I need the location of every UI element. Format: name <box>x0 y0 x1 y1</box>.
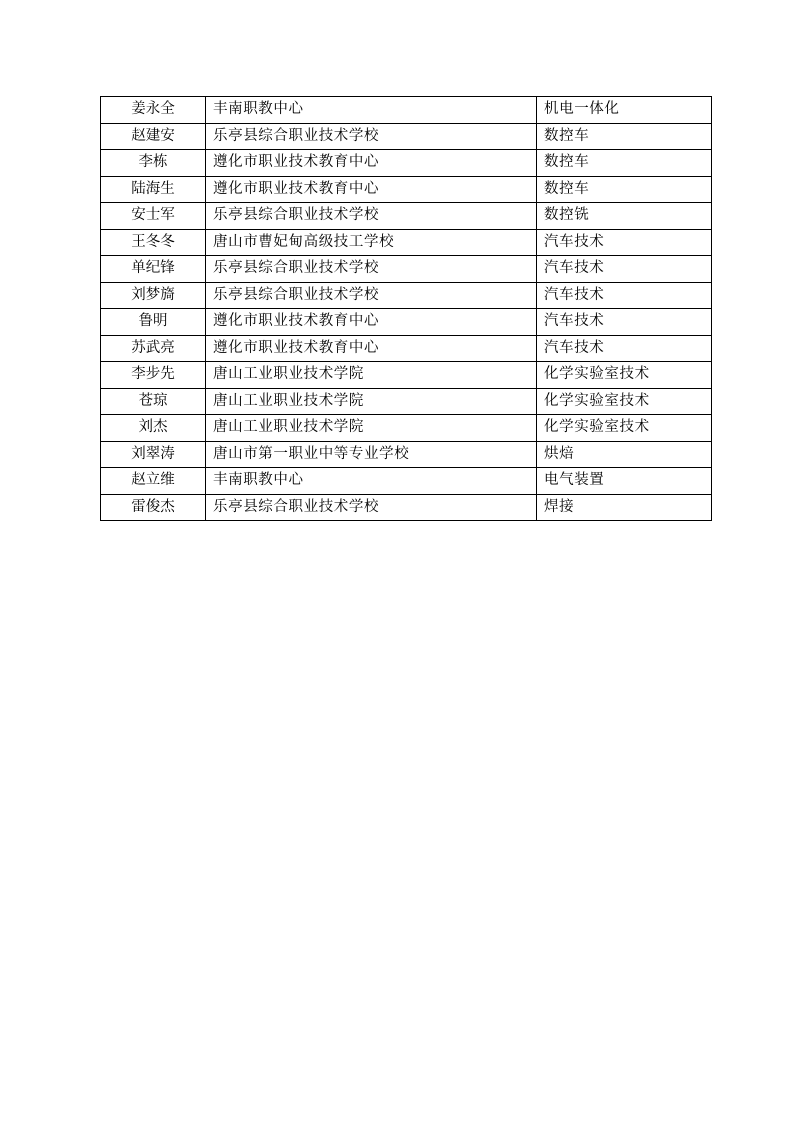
major-cell: 数控车 <box>537 150 712 177</box>
major-cell: 电气装置 <box>537 468 712 495</box>
table-row <box>101 415 712 442</box>
school-cell: 丰南职教中心 <box>206 468 537 495</box>
name-cell: 李栋 <box>101 150 206 177</box>
name-cell: 安士军 <box>101 203 206 230</box>
name-cell: 赵立维 <box>101 468 206 495</box>
school-cell: 乐亭县综合职业技术学校 <box>206 203 537 230</box>
major-cell: 数控车 <box>537 176 712 203</box>
major-cell: 烘焙 <box>537 441 712 468</box>
major-cell: 汽车技术 <box>537 309 712 336</box>
school-cell: 乐亭县综合职业技术学校 <box>206 494 537 521</box>
major-cell: 数控车 <box>537 123 712 150</box>
school-cell: 遵化市职业技术教育中心 <box>206 150 537 177</box>
name-cell: 刘梦旖 <box>101 282 206 309</box>
major-cell: 焊接 <box>537 494 712 521</box>
roster-table <box>100 96 712 521</box>
table-row <box>101 203 712 230</box>
table-row <box>101 335 712 362</box>
school-cell: 遵化市职业技术教育中心 <box>206 335 537 362</box>
major-cell: 化学实验室技术 <box>537 415 712 442</box>
school-cell: 唐山工业职业技术学院 <box>206 415 537 442</box>
table-row <box>101 494 712 521</box>
roster-body <box>101 97 712 521</box>
name-cell: 单纪锋 <box>101 256 206 283</box>
major-cell: 汽车技术 <box>537 335 712 362</box>
table-row <box>101 256 712 283</box>
name-cell: 陆海生 <box>101 176 206 203</box>
name-cell: 赵建安 <box>101 123 206 150</box>
major-cell: 汽车技术 <box>537 282 712 309</box>
name-cell: 王冬冬 <box>101 229 206 256</box>
major-cell: 化学实验室技术 <box>537 388 712 415</box>
name-cell: 刘翠涛 <box>101 441 206 468</box>
school-cell: 唐山工业职业技术学院 <box>206 362 537 389</box>
name-cell: 刘杰 <box>101 415 206 442</box>
school-cell: 遵化市职业技术教育中心 <box>206 176 537 203</box>
major-cell: 数控铣 <box>537 203 712 230</box>
school-cell: 丰南职教中心 <box>206 97 537 124</box>
table-row <box>101 362 712 389</box>
school-cell: 唐山工业职业技术学院 <box>206 388 537 415</box>
table-row <box>101 229 712 256</box>
school-cell: 唐山市第一职业中等专业学校 <box>206 441 537 468</box>
major-cell: 汽车技术 <box>537 256 712 283</box>
name-cell: 苏武亮 <box>101 335 206 362</box>
school-cell: 唐山市曹妃甸高级技工学校 <box>206 229 537 256</box>
name-cell: 鲁明 <box>101 309 206 336</box>
table-row <box>101 97 712 124</box>
table-row <box>101 150 712 177</box>
name-cell: 雷俊杰 <box>101 494 206 521</box>
name-cell: 李步先 <box>101 362 206 389</box>
school-cell: 遵化市职业技术教育中心 <box>206 309 537 336</box>
school-cell: 乐亭县综合职业技术学校 <box>206 256 537 283</box>
school-cell: 乐亭县综合职业技术学校 <box>206 123 537 150</box>
table-row <box>101 282 712 309</box>
table-row <box>101 123 712 150</box>
name-cell: 姜永全 <box>101 97 206 124</box>
major-cell: 化学实验室技术 <box>537 362 712 389</box>
major-cell: 汽车技术 <box>537 229 712 256</box>
major-cell: 机电一体化 <box>537 97 712 124</box>
table-row <box>101 309 712 336</box>
name-cell: 苍琼 <box>101 388 206 415</box>
table-row <box>101 176 712 203</box>
table-row <box>101 441 712 468</box>
school-cell: 乐亭县综合职业技术学校 <box>206 282 537 309</box>
table-row <box>101 468 712 495</box>
table-row <box>101 388 712 415</box>
